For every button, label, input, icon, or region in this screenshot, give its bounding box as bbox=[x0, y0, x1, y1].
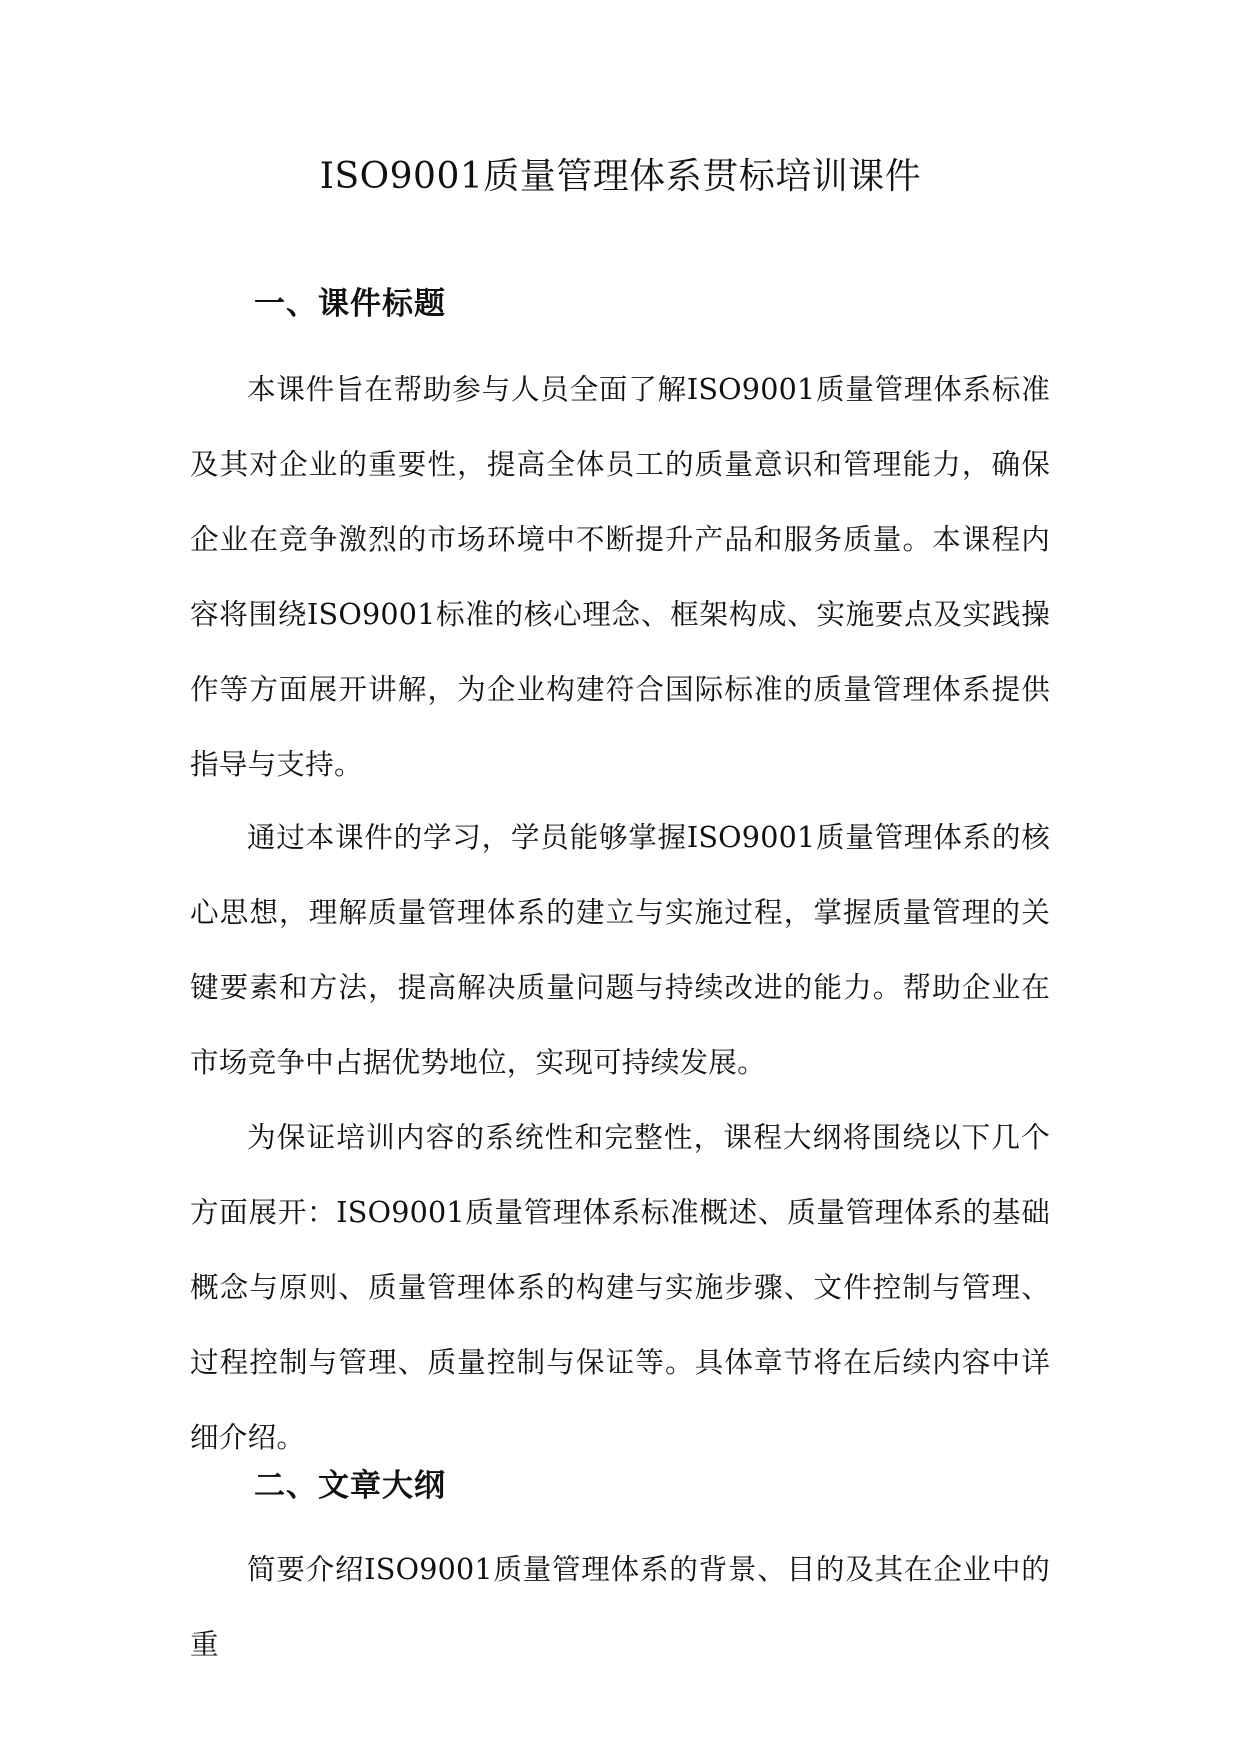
section-heading-outline: 二、文章大纲 bbox=[254, 1468, 446, 1504]
section-1-paragraph-2: 通过本课件的学习，学员能够掌握ISO9001质量管理体系的核心思想，理解质量管理体系的建立与实施过程，掌握质量管理的关键要素和方法，提高解决质量问题与持续改进的能力。帮助企业在市场竞争中占据优势地位，实现可持续发展。 bbox=[190, 820, 1050, 1079]
document-title: ISO9001质量管理体系贯标培训课件 bbox=[319, 156, 922, 197]
section-1-paragraph-1: 本课件旨在帮助参与人员全面了解ISO9001质量管理体系标准及其对企业的重要性，提高全体员工的质量意识和管理能力，确保企业在竞争激烈的市场环境中不断提升产品和服务质量。本课程内容将围绕ISO9001标准的核心理念、框架构成、实施要点及实践操作等方面展开讲解，为企业构建符合国际标准的质量管理体系提供指导与支持。 bbox=[190, 372, 1050, 781]
section-2-paragraph-1: 简要介绍ISO9001质量管理体系的背景、目的及其在企业中的重 bbox=[190, 1552, 1050, 1661]
section-heading-course-title: 一、课件标题 bbox=[254, 286, 446, 322]
section-1-paragraph-3: 为保证培训内容的系统性和完整性，课程大纲将围绕以下几个方面展开：ISO9001质量管理体系标准概述、质量管理体系的基础概念与原则、质量管理体系的构建与实施步骤、文件控制与管理、过程控制与管理、质量控制与保证等。具体章节将在后续内容中详细介绍。 bbox=[190, 1120, 1050, 1454]
